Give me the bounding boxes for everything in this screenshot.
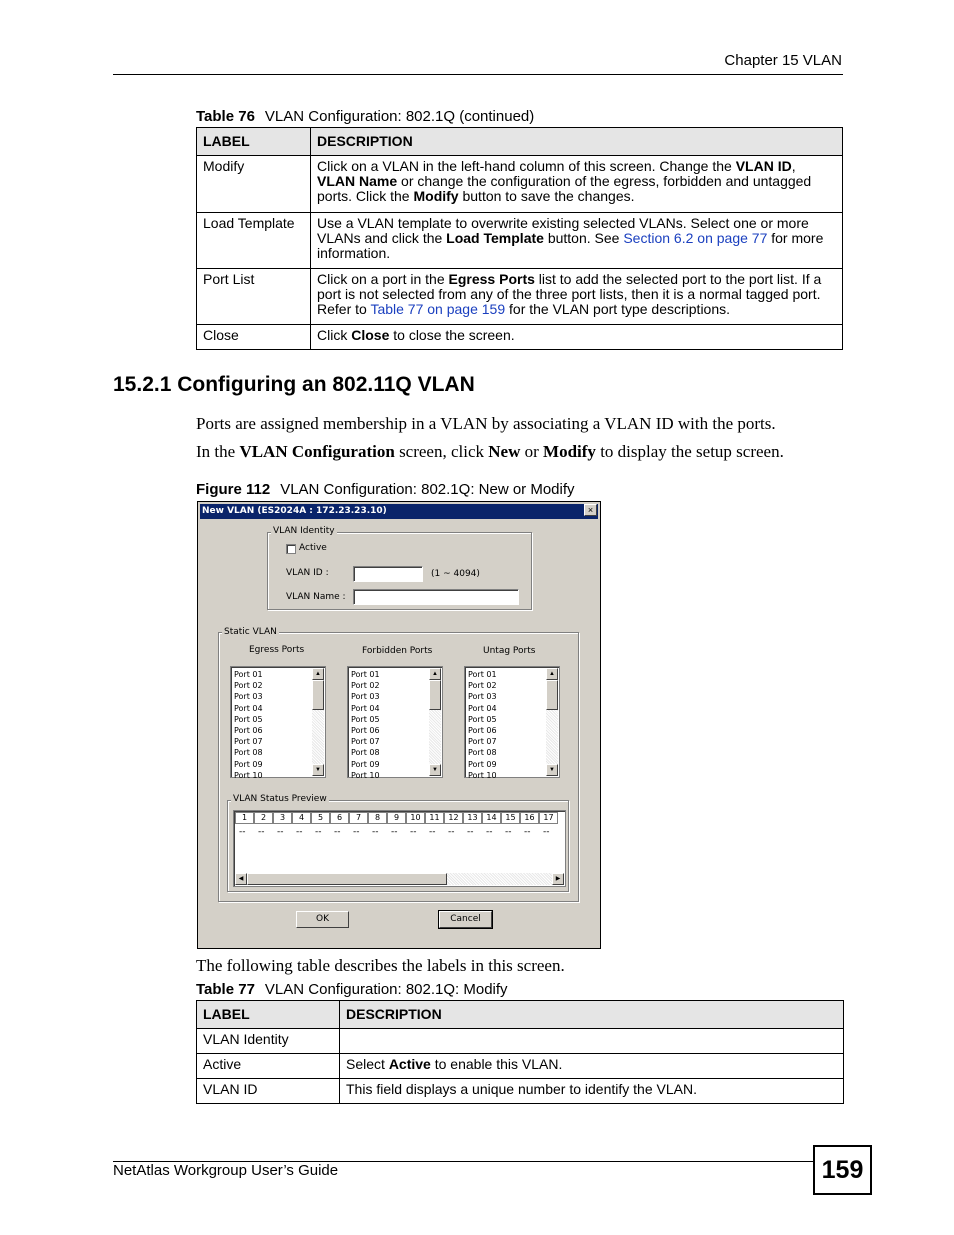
status-cell: --: [505, 827, 512, 837]
column-header: DESCRIPTION: [340, 1001, 844, 1029]
list-item[interactable]: Port 01: [468, 670, 497, 679]
grid-column-header: 1: [235, 812, 254, 824]
grid-column-header: 3: [273, 812, 292, 824]
list-item[interactable]: Port 03: [468, 692, 497, 702]
row-description: Click Close to close the screen.: [311, 325, 843, 350]
list-item[interactable]: Port 01: [351, 670, 380, 679]
list-item[interactable]: Port 04: [234, 703, 263, 713]
table77-caption-label: Table 77: [196, 981, 255, 998]
vlan-name-field[interactable]: [353, 589, 519, 605]
status-cell: --: [486, 827, 493, 837]
row-label: Port List: [197, 269, 311, 325]
active-label: Active: [299, 543, 327, 553]
table-row: [197, 325, 843, 350]
row-label: Load Template: [197, 213, 311, 269]
table-row: [197, 1079, 844, 1104]
table-row: [197, 1054, 844, 1079]
vlan-status-grid[interactable]: [233, 810, 566, 887]
dialog-title: New VLAN (ES2024A : 172.23.23.10): [200, 504, 598, 519]
status-cell: --: [372, 827, 379, 837]
list-item[interactable]: Port 07: [468, 737, 497, 747]
forbidden-ports-list[interactable]: [347, 666, 443, 778]
status-cell: --: [448, 827, 455, 837]
table77: [196, 1000, 844, 1104]
scroll-up-icon[interactable]: ▲: [546, 668, 558, 680]
horizontal-scrollbar[interactable]: [235, 873, 564, 885]
grid-column-header: 4: [292, 812, 311, 824]
figure-caption-label: Figure 112: [196, 481, 271, 498]
port-items: [351, 669, 380, 781]
list-item[interactable]: Port 09: [468, 759, 497, 769]
figure-caption: [196, 481, 575, 498]
list-item[interactable]: Port 10: [468, 770, 497, 780]
close-icon[interactable]: ×: [584, 504, 597, 516]
row-description: Select Active to enable this VLAN.: [340, 1054, 844, 1079]
status-cell: --: [391, 827, 398, 837]
row-description: Use a VLAN template to overwrite existing selected VLANs. Select one or more VLANs and click the Load Template button. See Section 6.2 on page 77 for more information.: [311, 213, 843, 269]
status-cell: --: [315, 827, 322, 837]
column-header: DESCRIPTION: [311, 128, 843, 156]
row-description: Click on a VLAN in the left-hand column of this screen. Change the VLAN ID, VLAN Name or change the configuration of the egress, forbidden and untagged ports. Click the Modify button to save the changes.: [311, 156, 843, 213]
row-label: Close: [197, 325, 311, 350]
scroll-down-icon[interactable]: ▼: [546, 764, 558, 776]
header-rule: [113, 74, 843, 75]
table76-caption: [196, 108, 534, 125]
vlan-id-range: (1 ~ 4094): [431, 569, 480, 579]
scroll-left-icon[interactable]: ◀: [235, 873, 247, 885]
row-description: This field displays a unique number to identify the VLAN.: [340, 1079, 844, 1104]
egress-ports-label: Egress Ports: [249, 645, 305, 655]
status-cell: --: [353, 827, 360, 837]
grid-column-header: 2: [254, 812, 273, 824]
list-item[interactable]: Port 08: [468, 748, 497, 758]
section-title: 15.2.1 Configuring an 802.11Q VLAN: [113, 373, 475, 396]
row-description: [340, 1029, 844, 1054]
grid-column-header: 14: [482, 812, 501, 824]
table-row: [197, 1029, 844, 1054]
row-label: Active: [197, 1054, 340, 1079]
ok-button[interactable]: OK: [296, 911, 349, 928]
vlan-identity-legend: VLAN Identity: [273, 526, 335, 536]
list-item[interactable]: Port 07: [234, 737, 263, 747]
list-item[interactable]: Port 02: [468, 681, 497, 691]
list-item[interactable]: Port 10: [351, 770, 380, 780]
list-item[interactable]: Port 04: [468, 703, 497, 713]
grid-column-header: 17: [539, 812, 558, 824]
page-number: 159: [813, 1145, 872, 1195]
vertical-scrollbar[interactable]: [546, 668, 558, 776]
scroll-right-icon[interactable]: ▶: [552, 873, 564, 885]
status-cell: --: [467, 827, 474, 837]
paragraph: The following table describes the labels in this screen.: [196, 956, 565, 975]
scroll-down-icon[interactable]: ▼: [312, 764, 324, 776]
grid-column-header: 7: [349, 812, 368, 824]
list-item[interactable]: Port 09: [234, 759, 263, 769]
scroll-thumb[interactable]: [546, 680, 558, 710]
grid-column-header: 13: [463, 812, 482, 824]
table-header-row: [197, 128, 843, 156]
grid-column-header: 11: [425, 812, 444, 824]
scroll-thumb[interactable]: [312, 680, 324, 710]
static-vlan-legend: Static VLAN: [224, 627, 277, 637]
cancel-button[interactable]: Cancel: [439, 911, 492, 928]
status-cell: --: [524, 827, 531, 837]
list-item[interactable]: Port 02: [234, 681, 263, 691]
untag-ports-label: Untag Ports: [483, 646, 536, 656]
grid-column-header: 12: [444, 812, 463, 824]
status-cell: --: [410, 827, 417, 837]
list-item[interactable]: Port 05: [351, 714, 380, 724]
status-cell: --: [296, 827, 303, 837]
vlan-status-preview-legend: VLAN Status Preview: [233, 794, 327, 804]
vlan-id-field[interactable]: [353, 566, 423, 582]
list-item[interactable]: Port 03: [351, 692, 380, 702]
scroll-thumb[interactable]: [429, 680, 441, 710]
list-item[interactable]: Port 06: [234, 726, 263, 736]
status-cell: --: [258, 827, 265, 837]
status-cell: --: [543, 827, 550, 837]
status-cell: --: [277, 827, 284, 837]
scroll-up-icon[interactable]: ▲: [429, 668, 441, 680]
list-item[interactable]: Port 05: [468, 714, 497, 724]
status-cell: --: [239, 827, 246, 837]
paragraph: In the VLAN Configuration screen, click New or Modify to display the setup screen.: [196, 442, 784, 461]
list-item[interactable]: Port 03: [234, 692, 263, 702]
list-item[interactable]: Port 02: [351, 681, 380, 691]
table-row: [197, 269, 843, 325]
list-item[interactable]: Port 04: [351, 703, 380, 713]
table76: [196, 127, 843, 350]
grid-column-header: 5: [311, 812, 330, 824]
table76-caption-label: Table 76: [196, 108, 255, 125]
table-link[interactable]: Table 77 on page 159: [370, 301, 506, 317]
table-row: [197, 213, 843, 269]
active-checkbox[interactable]: [286, 544, 296, 554]
list-item[interactable]: Port 10: [234, 770, 263, 780]
figure-caption-text: VLAN Configuration: 802.1Q: New or Modify: [280, 481, 575, 498]
grid-column-header: 15: [501, 812, 520, 824]
list-item[interactable]: Port 05: [234, 714, 263, 724]
list-item[interactable]: Port 08: [351, 748, 380, 758]
column-header: LABEL: [197, 1001, 340, 1029]
list-item[interactable]: Port 01: [234, 670, 263, 679]
table77-caption: [196, 981, 508, 998]
paragraph: Ports are assigned membership in a VLAN by associating a VLAN ID with the ports.: [196, 414, 776, 433]
vlan-id-label: VLAN ID :: [286, 568, 329, 578]
list-item[interactable]: Port 09: [351, 759, 380, 769]
status-cell: --: [429, 827, 436, 837]
row-label: Modify: [197, 156, 311, 213]
grid-column-header: 9: [387, 812, 406, 824]
table-header-row: [197, 1001, 844, 1029]
port-items: [234, 669, 263, 781]
section-link[interactable]: Section 6.2 on page 77: [623, 230, 768, 246]
untag-ports-list[interactable]: [464, 666, 560, 778]
vertical-scrollbar[interactable]: [429, 668, 441, 776]
list-item[interactable]: Port 06: [468, 726, 497, 736]
row-label: VLAN ID: [197, 1079, 340, 1104]
status-cell: --: [334, 827, 341, 837]
row-label: VLAN Identity: [197, 1029, 340, 1054]
scroll-thumb[interactable]: [247, 873, 447, 885]
table76-caption-text: VLAN Configuration: 802.1Q (continued): [264, 108, 535, 125]
scroll-up-icon[interactable]: ▲: [312, 668, 324, 680]
chapter-header: Chapter 15 VLAN: [724, 52, 842, 69]
row-description: Click on a port in the Egress Ports list to add the selected port to the port list. If a port is not selected from any of the three port lists, then it is a normal tagged port. Refer to Table 77 on page 159 for the VLAN port type descriptions.: [311, 269, 843, 325]
list-item[interactable]: Port 06: [351, 726, 380, 736]
table-row: [197, 156, 843, 213]
grid-column-header: 16: [520, 812, 539, 824]
table77-caption-text: VLAN Configuration: 802.1Q: Modify: [264, 981, 508, 998]
vlan-name-label: VLAN Name :: [286, 592, 346, 602]
egress-ports-list[interactable]: [230, 666, 326, 778]
port-items: [468, 669, 497, 781]
scroll-down-icon[interactable]: ▼: [429, 764, 441, 776]
grid-column-header: 8: [368, 812, 387, 824]
column-header: LABEL: [197, 128, 311, 156]
list-item[interactable]: Port 08: [234, 748, 263, 758]
list-item[interactable]: Port 07: [351, 737, 380, 747]
guide-title: NetAtlas Workgroup User’s Guide: [113, 1162, 339, 1179]
grid-column-header: 6: [330, 812, 349, 824]
grid-column-header: 10: [406, 812, 425, 824]
forbidden-ports-label: Forbidden Ports: [362, 646, 433, 656]
vertical-scrollbar[interactable]: [312, 668, 324, 776]
